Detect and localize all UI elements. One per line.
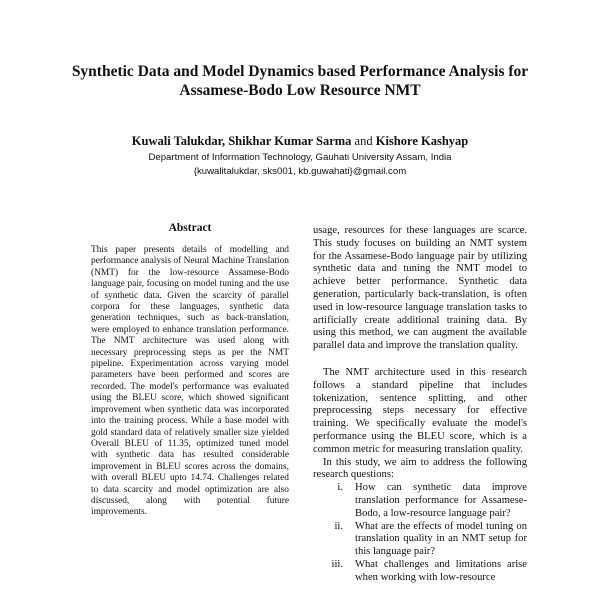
- research-question: [313, 521, 527, 559]
- title-line-2: Assamese-Bodo Low Resource NMT: [179, 82, 421, 99]
- paper-title: [40, 62, 560, 100]
- research-questions: [313, 482, 527, 584]
- question-number: iii.: [331, 558, 343, 570]
- abstract-heading: Abstract: [168, 222, 212, 234]
- author-name-2: Kishore Kashyap: [375, 134, 469, 148]
- intro-paragraph-3: In this study, we aim to address the following research questions:: [313, 456, 527, 481]
- intro-paragraph-1: usage, resources for these languages are scarce. This study focuses on building an NMT system for the Assamese-Bodo language pair by utilizing synthetic data and tuning the NMT model to achieve better performance. Synthetic data generation, particularly back-translation, is often used in low-resource language translation tasks to artificially create additional training data. By using this method, we can augment the available parallel data and improve the translation quality.: [313, 225, 527, 352]
- question-number: i.: [337, 482, 343, 494]
- question-text: What challenges and limitations arise when working with low-resource: [355, 558, 527, 583]
- author-conjunction: and: [354, 134, 373, 148]
- author-names-1: Kuwali Talukdar, Shikhar Kumar Sarma: [131, 134, 352, 148]
- right-column: [313, 225, 527, 585]
- research-question: [313, 482, 527, 520]
- intro-paragraph-2: The NMT architecture used in this research follows a standard pipeline that includes tokenization, sentence splitting, and other preprocessing steps necessary for effective training. We specifically evaluate the model's performance using the BLEU score, which is a common metric for measuring translation quality.: [313, 366, 527, 455]
- affiliation: Department of Information Technology, Gauhati University Assam, India: [148, 152, 452, 163]
- abstract-body: This paper presents details of modelling and performance analysis of Neural Machine Translation (NMT) for the low-resource Assamese-Bodo language pair, focusing on model tuning and the use of synthetic data. Given the scarcity of parallel corpora for these languages, synthetic data generation techniques, such as back-translation, were employed to enhance translation performance. The NMT architecture was used along with necessary preprocessing steps as per the NMT pipeline. Experimentation across varying model parameters have been performed and scores are recorded. The model's performance was evaluated using the BLEU score, which showed significant improvement when synthetic data was incorporated into the training process. While a base model with gold standard data of relatively smaller size yielded Overall BLEU of 11.35, optimized tuned model with synthetic data has resulted considerable improvement in BLEU scores across the domains, with overall BLEU upto 14.74. Challenges related to data scarcity and model optimization are also discussed, along with potential future improvements.: [91, 245, 289, 518]
- question-number: ii.: [334, 520, 343, 532]
- research-question: [313, 559, 527, 585]
- author-emails: {kuwalitalukdar, sks001, kb.guwahati}@gmail.com: [193, 166, 407, 177]
- author-list: [40, 133, 560, 149]
- question-text: How can synthetic data improve translation performance for Assamese-Bodo, a low-resource language pair?: [355, 482, 527, 519]
- title-line-1: Synthetic Data and Model Dynamics based Performance Analysis for: [71, 63, 529, 80]
- question-text: What are the effects of model tuning on translation quality in an NMT setup for this language pair?: [355, 520, 527, 558]
